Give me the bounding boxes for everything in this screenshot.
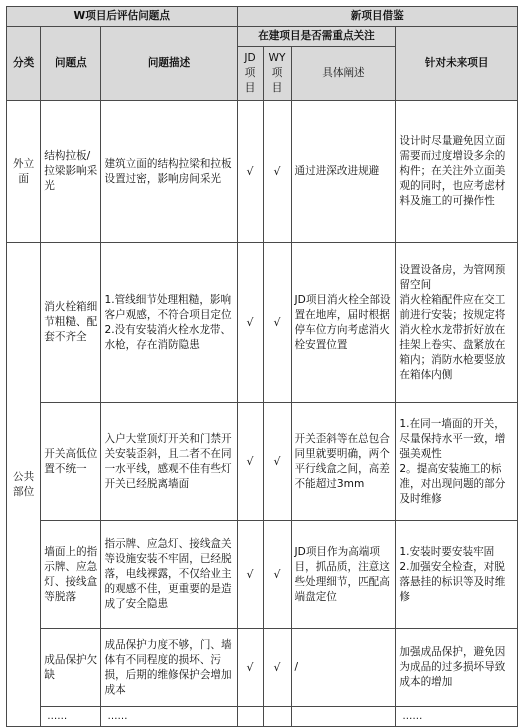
jd-check: √ [237, 403, 263, 521]
detail-cell: JD项目消火栓全部设置在地库，届时根据停车位方向考虑消火栓安置位置 [291, 243, 396, 403]
wy-check [263, 707, 291, 727]
jd-check: √ [237, 243, 263, 403]
category-facade: 外立面 [7, 101, 41, 243]
desc-cell: 建筑立面的结构拉梁和拉板设置过密，影响房间采光 [101, 101, 237, 243]
detail-cell: 通过进深改进规避 [291, 101, 396, 243]
header-future: 针对未来项目 [396, 27, 518, 101]
wy-check: √ [263, 243, 291, 403]
problem-cell: 开关高低位置不统一 [41, 403, 101, 521]
problem-cell: …… [41, 707, 101, 727]
desc-cell: …… [101, 707, 237, 727]
header-jd: JD项目 [237, 47, 263, 101]
header-sub-group: 在建项目是否需重点关注 [237, 27, 396, 47]
header-desc: 问题描述 [101, 27, 237, 101]
jd-check: √ [237, 101, 263, 243]
detail-cell [291, 707, 396, 727]
desc-cell: 1.管线细节处理粗糙，影响客户观感，不符合项目定位 2.没有安装消火栓水龙带、水枪，存在消防隐患 [101, 243, 237, 403]
future-cell: 1.在同一墙面的开关，尽量保持水平一致，增强美观性 2。提高安装施工的标准，对出现问题的部分及时维修 [396, 403, 518, 521]
wy-check: √ [263, 521, 291, 629]
wy-check: √ [263, 629, 291, 707]
future-cell: 设计时尽量避免因立面需要而过度增设多余的构件；在关注外立面美观的同时，也应考虑材料及施工的可操作性 [396, 101, 518, 243]
header-category: 分类 [7, 27, 41, 101]
problem-cell: 成品保护欠缺 [41, 629, 101, 707]
header-detail: 具体阐述 [291, 47, 396, 101]
desc-cell: 入户大堂顶灯开关和门禁开关安装歪斜，且二者不在同一水平线，感观不佳有些灯开关已经脱离墙面 [101, 403, 237, 521]
detail-cell: 开关歪斜等在总包合同里就要明确，两个平行线盒之间，高差不能超过3mm [291, 403, 396, 521]
header-right-group: 新项目借鉴 [237, 7, 517, 27]
jd-check [237, 707, 263, 727]
wy-check: √ [263, 403, 291, 521]
jd-check: √ [237, 629, 263, 707]
future-cell: 加强成品保护，避免因为成品的过多损坏导致成本的增加 [396, 629, 518, 707]
problem-cell: 消火栓箱细节粗糙、配套不齐全 [41, 243, 101, 403]
header-problem: 问题点 [41, 27, 101, 101]
problem-cell: 结构拉板/拉梁影响采光 [41, 101, 101, 243]
wy-check: √ [263, 101, 291, 243]
future-cell: 1.安装时要安装牢固 2.加强安全检查，对脱落悬挂的标识等及时维修 [396, 521, 518, 629]
jd-check: √ [237, 521, 263, 629]
future-cell: …… [396, 707, 518, 727]
header-wy: WY项目 [263, 47, 291, 101]
evaluation-table [6, 6, 518, 727]
future-cell: 设置设备房，为管网预留空间 消火栓箱配件应在交工前进行安装；按规定将消火栓水龙带折好放在挂架上卷实、盘紧放在箱内；消防水枪要竖放在箱体内侧 [396, 243, 518, 403]
problem-cell: 墙面上的指示牌、应急灯、接线盒等脱落 [41, 521, 101, 629]
detail-cell: JD项目作为高端项目，抓品质，注意这些处理细节，匹配高端盘定位 [291, 521, 396, 629]
category-public: 公共部位 [7, 243, 41, 727]
detail-cell: / [291, 629, 396, 707]
header-left-group: W项目后评估问题点 [7, 7, 238, 27]
desc-cell: 成品保护力度不够，门、墙体有不同程度的损坏、污损，后期的维修保护会增加成本 [101, 629, 237, 707]
desc-cell: 指示牌、应急灯、接线盒关等设施安装不牢固，已经脱落，电线裸露，不仅给业主的观感不佳，更重要的是造成了安全隐患 [101, 521, 237, 629]
